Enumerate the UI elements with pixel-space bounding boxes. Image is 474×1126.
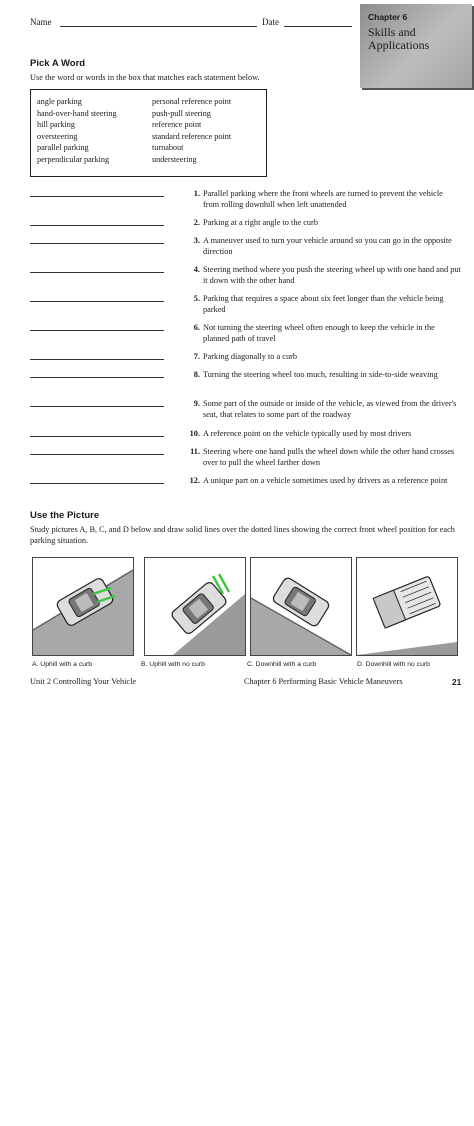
answer-blank[interactable] <box>30 225 164 226</box>
word-bank-term: standard reference point <box>152 131 232 141</box>
answer-blank[interactable] <box>30 436 164 437</box>
date-label: Date <box>262 17 279 27</box>
chapter-kicker: Chapter 6 <box>368 12 408 22</box>
answer-blank[interactable] <box>30 377 164 378</box>
word-bank-col-2 <box>152 96 231 166</box>
truck-icon <box>373 576 441 628</box>
word-bank-term: perpendicular parking <box>37 154 110 164</box>
footer-unit: Unit 2 Controlling Your Vehicle <box>30 677 137 686</box>
answer-blank[interactable] <box>30 454 164 455</box>
question-text: Turning the steering wheel too much, resulting in side-to-side weaving <box>203 370 438 379</box>
picture-a <box>32 557 134 656</box>
caption-c: C. Downhill with a curb <box>247 661 317 668</box>
answer-blank[interactable] <box>30 330 164 331</box>
picture-b <box>144 557 246 656</box>
word-bank-term: parallel parking <box>37 143 89 153</box>
name-label: Name <box>30 17 52 27</box>
question-text: Parking diagonally to a curb <box>203 352 298 361</box>
question-number: 9. <box>193 399 200 408</box>
caption-a: A. Uphill with a curb <box>32 661 93 668</box>
question-text: A reference point on the vehicle typically used by most drivers <box>203 429 412 438</box>
question-number: 6. <box>193 323 200 332</box>
question-text: Parking at a right angle to the curb <box>203 218 318 227</box>
word-bank-term: oversteering <box>37 131 78 141</box>
word-bank-term: turnabout <box>152 143 184 153</box>
use-the-picture-instructions: Study pictures A, B, C, and D below and draw solid lines over the dotted lines showing the correct front wheel position for each parking situation. <box>30 525 455 545</box>
page-number: 21 <box>452 677 462 687</box>
road-edge <box>357 642 457 655</box>
answer-blank[interactable] <box>30 483 164 484</box>
use-the-picture-heading: Use the Picture <box>30 510 100 521</box>
word-bank-term: personal reference point <box>152 97 232 106</box>
picture-d <box>356 557 458 656</box>
word-bank-term: hand-over-hand steering <box>37 108 117 118</box>
question-number: 12. <box>189 476 200 485</box>
word-bank <box>30 89 267 177</box>
question-text: Parking that requires a space about six feet longer than the vehicle being parked <box>203 294 444 314</box>
caption-b: B. Uphill with no curb <box>141 661 205 668</box>
question-text: Some part of the outside or inside of the vehicle, as viewed from the driver's seat, that relates to some part of the roadway <box>203 399 457 419</box>
answer-blank[interactable] <box>30 196 164 197</box>
question-number: 3. <box>193 236 200 245</box>
name-line[interactable] <box>60 26 257 27</box>
answer-blank[interactable] <box>30 359 164 360</box>
caption-d: D. Downhill with no curb <box>357 661 430 668</box>
chapter-title-line-1: Skills and <box>368 25 416 39</box>
question-number: 8. <box>193 370 200 379</box>
word-bank-term: understeering <box>152 154 197 164</box>
question-text: Steering method where you push the steering wheel up with one hand and put it down with the other hand <box>203 265 461 285</box>
word-bank-col-1 <box>37 96 117 166</box>
picture-c <box>250 557 352 656</box>
pick-a-word-heading: Pick A Word <box>30 58 86 69</box>
question-number: 5. <box>193 294 200 303</box>
question-number: 10. <box>189 429 200 438</box>
answer-blank[interactable] <box>30 272 164 273</box>
word-bank-term: reference point <box>152 120 202 130</box>
chapter-title-line-2: Applications <box>368 38 430 52</box>
answer-blank[interactable] <box>30 243 164 244</box>
date-line[interactable] <box>284 26 352 27</box>
question-text: A maneuver used to turn your vehicle around so you can go in the opposite direction <box>203 236 452 256</box>
question-number: 2. <box>193 218 200 227</box>
question-number: 1. <box>193 189 200 198</box>
answer-blank[interactable] <box>30 406 164 407</box>
question-text: Parallel parking where the front wheels are turned to prevent the vehicle from rolling downhill when left unattended <box>203 189 443 209</box>
word-bank-term: push-pull steering <box>152 108 211 118</box>
question-number: 4. <box>193 265 200 274</box>
answer-blank[interactable] <box>30 301 164 302</box>
chapter-badge <box>360 4 472 88</box>
footer-chapter: Chapter 6 Performing Basic Vehicle Maneuvers <box>244 677 403 686</box>
pick-a-word-instructions: Use the word or words in the box that matches each statement below. <box>30 73 260 82</box>
question-number: 7. <box>193 352 200 361</box>
question-text: Steering where one hand pulls the wheel down while the other hand crosses over to pull the wheel farther down <box>203 447 455 467</box>
word-bank-term: angle parking <box>37 97 82 106</box>
question-text: A unique part on a vehicle sometimes used by drivers as a reference point <box>203 476 448 485</box>
question-text: Not turning the steering wheel often enough to keep the vehicle in the planned path of travel <box>203 323 435 343</box>
question-number: 11. <box>190 447 200 456</box>
word-bank-term: hill parking <box>37 120 75 130</box>
